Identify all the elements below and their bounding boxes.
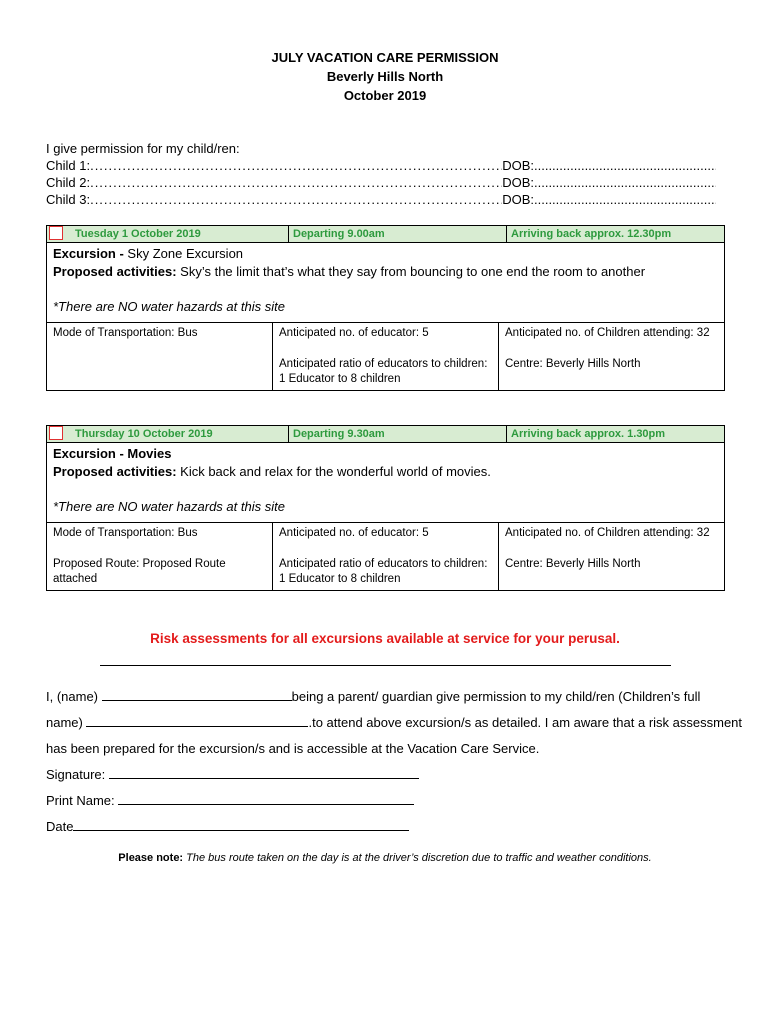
excursion-1-children: Anticipated no. of Children attending: 32 <box>505 327 710 339</box>
note-text: The bus route taken on the day is at the driver’s discretion due to traffic and weather conditions. <box>186 852 652 864</box>
excursion-1-logistics <box>47 322 724 390</box>
excursion-2-details <box>47 443 724 516</box>
excursion-1-ratio: Anticipated ratio of educators to children: 1 Educator to 8 children <box>279 358 488 385</box>
bus-route-note <box>0 852 770 864</box>
excursion-1-departing: Departing 9.00am <box>288 226 506 242</box>
excursion-1-arriving: Arriving back approx. 12.30pm <box>506 226 724 242</box>
signature-field[interactable] <box>109 766 419 779</box>
child-2-dob-field[interactable] <box>534 174 716 191</box>
excursion-2-centre: Centre: Beverly Hills North <box>505 558 641 570</box>
print-name-label: Print Name: <box>46 793 119 808</box>
child-2-name-field[interactable] <box>90 174 502 191</box>
excursion-1-transport: Mode of Transportation: Bus <box>53 327 198 339</box>
excursion-2-departing: Departing 9.30am <box>288 426 506 442</box>
excursion-2-children: Anticipated no. of Children attending: 32 <box>505 527 710 539</box>
print-name-field[interactable] <box>118 792 414 805</box>
excursion-1-centre: Centre: Beverly Hills North <box>505 358 641 370</box>
excursion-2-route: Proposed Route: Proposed Route attached <box>53 558 226 585</box>
excursion-2-transport: Mode of Transportation: Bus <box>53 527 198 539</box>
excursion-2-label: Excursion - Movies <box>53 446 172 461</box>
child-1-row <box>46 157 716 174</box>
print-name-line <box>46 792 736 818</box>
child-3-name-field[interactable] <box>90 191 502 208</box>
consent-text-1: being a parent/ guardian give permission to my child/ren (Children’s full <box>291 689 701 704</box>
excursion-1-hazard-note: *There are NO water hazards at this site <box>53 299 285 314</box>
consent-line-3: has been prepared for the excursion/s and is accessible at the Vacation Care Service. <box>46 741 540 756</box>
excursion-2-arriving: Arriving back approx. 1.30pm <box>506 426 724 442</box>
child-3-dob-field[interactable] <box>534 191 716 208</box>
excursion-2-activities: Kick back and relax for the wonderful world of movies. <box>180 464 491 479</box>
consent-section <box>46 688 743 844</box>
child-3-row <box>46 191 716 208</box>
excursion-1-activities-label: Proposed activities: <box>53 264 181 279</box>
excursion-1-header <box>47 226 724 243</box>
form-title: JULY VACATION CARE PERMISSION <box>271 50 499 65</box>
excursion-2-ratio: Anticipated ratio of educators to children: 1 Educator to 8 children <box>279 558 488 585</box>
excursion-1-date: Tuesday 1 October 2019 <box>75 228 201 240</box>
section-divider <box>100 665 671 666</box>
child-full-name-field[interactable] <box>86 714 308 727</box>
child-2-row <box>46 174 716 191</box>
excursion-1-educators: Anticipated no. of educator: 5 <box>279 327 429 339</box>
parent-name-label: I, (name) <box>46 689 102 704</box>
excursion-2-logistics <box>47 522 724 590</box>
excursion-1-name: Sky Zone Excursion <box>127 246 244 261</box>
excursion-1-activities: Sky’s the limit that’s what they say from bouncing to one end the room to another <box>180 264 646 279</box>
excursion-2-activities-label: Proposed activities: <box>53 464 181 479</box>
excursion-2-header <box>47 426 724 443</box>
child-1-dob-label: DOB: <box>502 158 534 173</box>
child-3-dob-label: DOB: <box>502 192 534 207</box>
excursion-2-hazard-note: *There are NO water hazards at this site <box>53 499 285 514</box>
permission-statement: I give permission for my child/ren: <box>46 141 240 156</box>
risk-assessment-notice: Risk assessments for all excursions available at service for your perusal. <box>150 631 620 646</box>
child-1-label: Child 1: <box>46 158 91 173</box>
excursion-1-date-cell <box>47 226 288 242</box>
child-2-dob-label: DOB: <box>502 175 534 190</box>
child-details-section <box>46 140 716 208</box>
excursion-2-checkbox[interactable] <box>49 426 63 440</box>
excursion-2-date: Thursday 10 October 2019 <box>75 428 213 440</box>
excursion-1-checkbox[interactable] <box>49 226 63 240</box>
child-1-name-field[interactable] <box>90 157 502 174</box>
excursion-1-label: Excursion - <box>53 246 128 261</box>
month-title: October 2019 <box>343 88 427 103</box>
child-3-label: Child 3: <box>46 192 91 207</box>
excursion-2-table <box>46 425 725 591</box>
consent-line-2 <box>46 714 743 740</box>
child-1-dob-field[interactable] <box>534 157 716 174</box>
date-line <box>46 818 736 844</box>
title-block <box>0 48 770 105</box>
consent-line-1 <box>46 688 736 714</box>
signature-label: Signature: <box>46 767 109 782</box>
excursion-2-educators: Anticipated no. of educator: 5 <box>279 527 429 539</box>
excursion-1-table <box>46 225 725 391</box>
consent-text-2: .to attend above excursion/s as detailed. I am aware that a risk assessment <box>308 715 743 730</box>
date-field[interactable] <box>73 818 409 831</box>
note-label: Please note: <box>118 852 187 864</box>
centre-title: Beverly Hills North <box>326 69 444 84</box>
child-2-label: Child 2: <box>46 175 91 190</box>
parent-name-field[interactable] <box>102 688 292 701</box>
signature-line <box>46 766 736 792</box>
date-label: Date <box>46 819 74 834</box>
excursion-1-details <box>47 243 724 316</box>
excursion-2-date-cell <box>47 426 288 442</box>
child-name-label: name) <box>46 715 87 730</box>
